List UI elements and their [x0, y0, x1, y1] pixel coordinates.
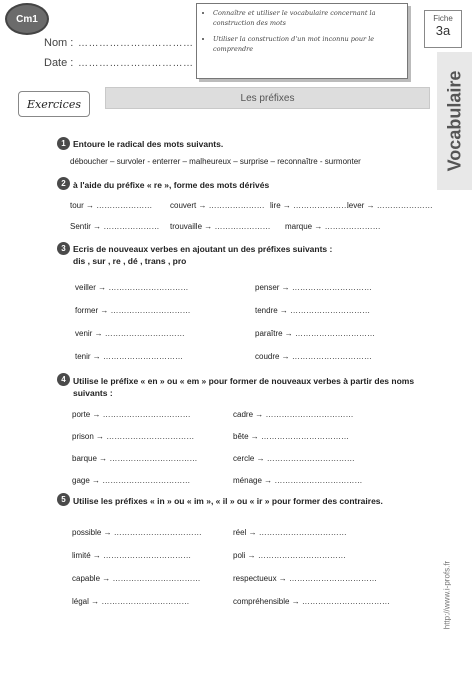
ex2-item[interactable]: Sentir → …………………: [70, 222, 160, 231]
ex3-item[interactable]: tendre → …………………………: [255, 306, 371, 315]
ex3-instruction: Ecris de nouveaux verbes en ajoutant un des préfixes suivants :: [73, 244, 333, 254]
ex4-item[interactable]: prison → ……………………………: [72, 432, 195, 441]
ex2-item[interactable]: lire → …………………: [270, 201, 350, 210]
footer-url: [440, 540, 454, 650]
ex5-item[interactable]: possible → ……………………………: [72, 528, 202, 537]
ex4-item[interactable]: gage → ……………………………: [72, 476, 191, 485]
ex5-item[interactable]: réel → ……………………………: [233, 528, 347, 537]
exercise-number-3: 3: [57, 242, 70, 255]
subject-label: Vocabulaire: [444, 70, 464, 172]
ex5-instruction: Utilise les préfixes « in » ou « im », « il » ou « ir » pour former des contraires.: [73, 496, 383, 506]
nom-label: Nom :: [44, 37, 74, 49]
ex4-item[interactable]: bête → ……………………………: [233, 432, 350, 441]
ex3-item[interactable]: veiller → …………………………: [75, 283, 189, 292]
ex2-instruction: à l'aide du préfixe « re », forme des mots dérivés: [73, 180, 270, 190]
ex3-item[interactable]: venir → …………………………: [75, 329, 185, 338]
ex2-item[interactable]: marque → …………………: [285, 222, 381, 231]
date-field[interactable]: ……………………………: [78, 58, 194, 69]
ex4-instruction-cont: suivants :: [73, 388, 113, 398]
ex1-words: déboucher – survoler - enterrer – malheureux – surprise – reconnaître - surmonter: [70, 157, 361, 166]
ex4-item[interactable]: ménage → ……………………………: [233, 476, 363, 485]
ex3-item[interactable]: coudre → …………………………: [255, 352, 372, 361]
fiche-label: Fiche: [433, 14, 453, 23]
ex5-item[interactable]: poli → ……………………………: [233, 551, 346, 560]
ex5-item[interactable]: respectueux → ……………………………: [233, 574, 378, 583]
date-label: Date :: [44, 57, 74, 69]
exercise-number-5: 5: [57, 493, 70, 506]
ex2-item[interactable]: lever → …………………: [347, 201, 433, 210]
ex3-item[interactable]: paraître → …………………………: [255, 329, 376, 338]
ex4-item[interactable]: cadre → ……………………………: [233, 410, 354, 419]
footer-url-text: http://www.i-profs.fr: [442, 560, 452, 630]
lesson-title: Les préfixes: [105, 87, 430, 109]
ex5-item[interactable]: légal → ……………………………: [72, 597, 190, 606]
ex4-instruction: Utilise le préfixe « en » ou « em » pour former de nouveaux verbes à partir des noms: [73, 376, 415, 386]
exercise-number-4: 4: [57, 373, 70, 386]
fiche-number: 3a: [435, 23, 451, 38]
ex5-item[interactable]: limité → ……………………………: [72, 551, 192, 560]
ex3-item[interactable]: tenir → …………………………: [75, 352, 184, 361]
ex5-item[interactable]: capable → ……………………………: [72, 574, 201, 583]
ex2-item[interactable]: couvert → …………………: [170, 201, 265, 210]
objective-1: • Connaître et utiliser le vocabulaire concernant la construction des mots: [213, 8, 407, 28]
nom-field[interactable]: ……………………………: [78, 38, 194, 49]
ex3-prefixes: dis , sur , re , dé , trans , pro: [73, 256, 187, 266]
ex1-instruction: Entoure le radical des mots suivants.: [73, 139, 224, 149]
objective-2: • Utiliser la construction d'un mot inconnu pour le comprendre: [213, 34, 407, 54]
ex2-item[interactable]: tour → …………………: [70, 201, 153, 210]
exercise-number-1: 1: [57, 137, 70, 150]
ex4-item[interactable]: porte → ……………………………: [72, 410, 191, 419]
fiche-box: [424, 10, 462, 48]
ex4-item[interactable]: cercle → ……………………………: [233, 454, 355, 463]
ex3-item[interactable]: former → …………………………: [75, 306, 191, 315]
ex5-item[interactable]: compréhensible → ……………………………: [233, 597, 390, 606]
exercices-title: Exercices: [18, 91, 90, 117]
ex2-item[interactable]: trouvaille → …………………: [170, 222, 271, 231]
objectives-box: [196, 3, 408, 79]
ex4-item[interactable]: barque → ……………………………: [72, 454, 198, 463]
exercise-number-2: 2: [57, 177, 70, 190]
level-badge: Cm1: [5, 3, 49, 35]
ex3-item[interactable]: penser → …………………………: [255, 283, 372, 292]
subject-banner: [437, 52, 472, 190]
